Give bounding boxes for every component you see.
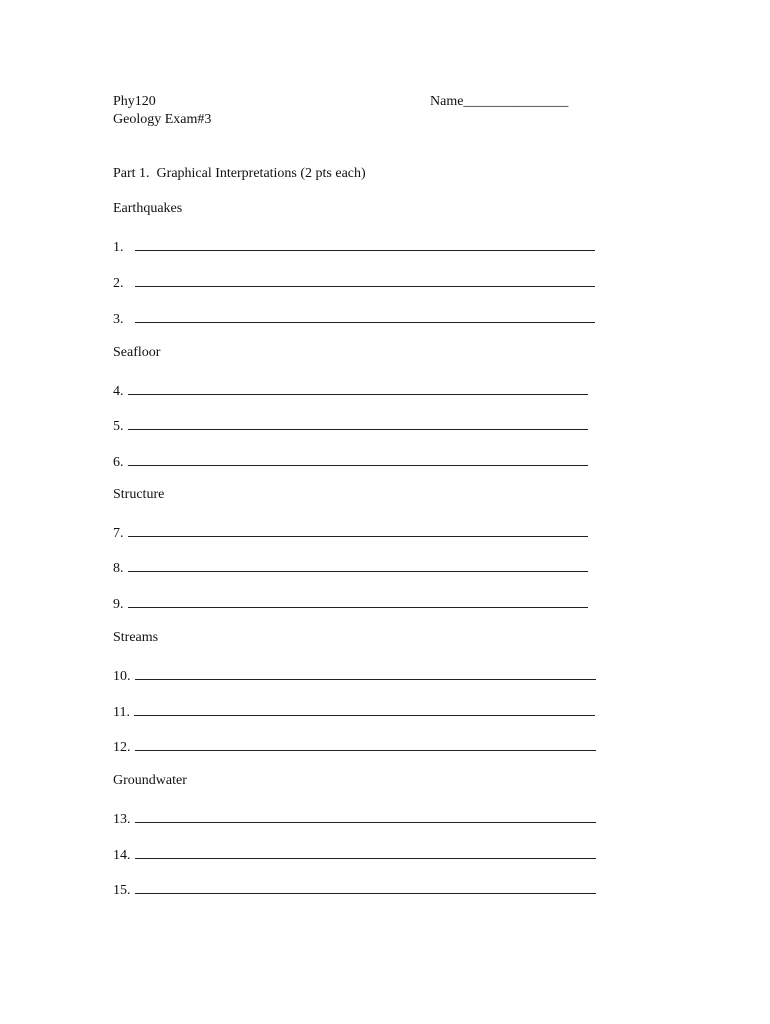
answer-line[interactable]	[135, 665, 596, 680]
question-number: 10.	[113, 669, 131, 684]
section-title-seafloor: Seafloor	[113, 345, 161, 360]
answer-line[interactable]	[128, 451, 588, 466]
question-row[interactable]	[113, 844, 596, 862]
question-row[interactable]	[113, 701, 595, 719]
answer-line[interactable]	[135, 272, 595, 287]
question-number: 14.	[113, 848, 131, 863]
question-number: 7.	[113, 526, 124, 541]
section-title-groundwater: Groundwater	[113, 773, 187, 788]
question-row[interactable]	[113, 415, 588, 433]
question-row[interactable]	[113, 665, 596, 683]
answer-line[interactable]	[128, 415, 588, 430]
answer-line[interactable]	[135, 808, 596, 823]
question-row[interactable]	[113, 736, 596, 754]
answer-line[interactable]	[135, 844, 596, 859]
question-row[interactable]	[113, 380, 588, 398]
question-number: 1.	[113, 240, 124, 255]
question-number: 5.	[113, 419, 124, 434]
section-title-structure: Structure	[113, 487, 165, 502]
question-number: 15.	[113, 883, 131, 898]
question-number: 4.	[113, 384, 124, 399]
question-number: 13.	[113, 812, 131, 827]
answer-line[interactable]	[135, 236, 595, 251]
answer-line[interactable]	[135, 308, 595, 323]
question-number: 9.	[113, 597, 124, 612]
exam-title: Geology Exam#3	[113, 112, 212, 127]
question-row[interactable]	[113, 808, 596, 826]
section-title-earthquakes: Earthquakes	[113, 201, 183, 216]
answer-line[interactable]	[134, 701, 595, 716]
question-number: 2.	[113, 276, 124, 291]
answer-line[interactable]	[135, 736, 596, 751]
answer-line[interactable]	[128, 557, 588, 572]
answer-line[interactable]	[128, 380, 588, 395]
question-row[interactable]	[113, 593, 588, 611]
question-row[interactable]	[113, 557, 588, 575]
part-title: Part 1. Graphical Interpretations (2 pts each)	[113, 166, 366, 181]
question-row[interactable]	[113, 451, 588, 469]
question-row[interactable]	[113, 879, 596, 897]
question-number: 11.	[113, 705, 130, 720]
question-row[interactable]	[113, 522, 588, 540]
question-number: 3.	[113, 312, 124, 327]
question-row[interactable]	[113, 308, 595, 326]
section-title-streams: Streams	[113, 630, 159, 645]
answer-line[interactable]	[128, 593, 588, 608]
question-row[interactable]	[113, 236, 595, 254]
answer-line[interactable]	[135, 879, 596, 894]
name-field[interactable]: Name_______________	[430, 94, 569, 109]
question-row[interactable]	[113, 272, 595, 290]
question-number: 12.	[113, 740, 131, 755]
course-code: Phy120	[113, 94, 156, 109]
question-number: 8.	[113, 561, 124, 576]
answer-line[interactable]	[128, 522, 588, 537]
question-number: 6.	[113, 455, 124, 470]
